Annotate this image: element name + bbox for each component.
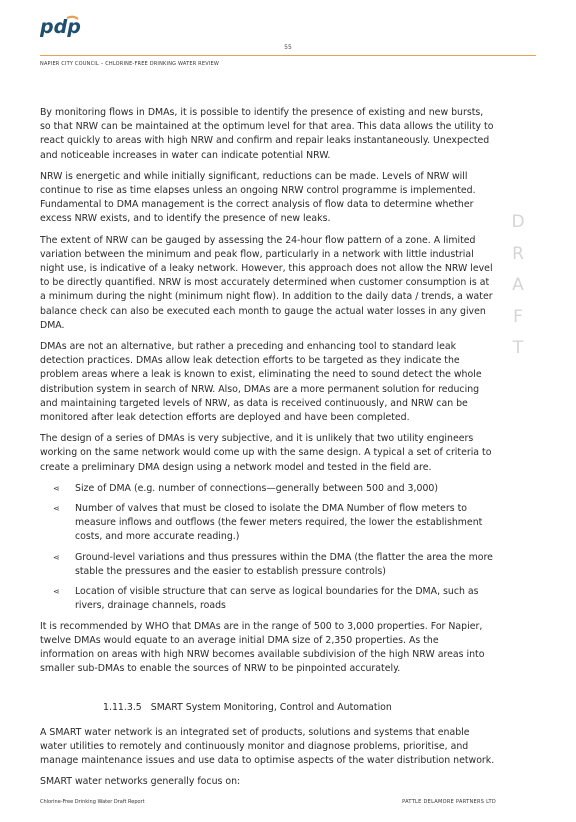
paragraph: NRW is energetic and while initially significant, reductions can be made. Levels of NRW will continue to rise as time elapses unless an ongoing NRW control programme is implemented. Fundamental to DMA management is the correct analysis of flow data to determine whether excess NRW exists, and to identify the presence of new leaks.	[40, 170, 476, 225]
watermark-letter: D	[511, 212, 525, 232]
watermark-letter: A	[512, 275, 524, 295]
list-item-text: Ground-level variations and thus pressures within the DMA (the flatter the area the more stable the pressures and the easier to establish pressure controls)	[75, 551, 493, 577]
paragraph: The design of a series of DMAs is very subjective, and it is unlikely that two utility engineers working on the same network would come up with the same design. A typical a set of criteria to create a preliminary DMA design using a network model and tested in the field are.	[40, 433, 492, 473]
footer-report-name: Chlorine-Free Drinking Water Draft Report	[40, 799, 145, 805]
paragraph: It is recommended by WHO that DMAs are in the range of 500 to 3,000 properties. For Napier, twelve DMAs would equate to an average initial DMA size of 2,350 properties. As the information on areas with high NRW becomes available subdivision of the high NRW areas into smaller sub-DMAs to enable the sources of NRW to be pinpointed accurately.	[40, 620, 485, 675]
list-item	[40, 482, 495, 496]
list-item	[40, 585, 495, 613]
arrowhead-bullet-icon: ⋖	[53, 504, 60, 514]
header-divider	[40, 55, 536, 56]
arrowhead-bullet-icon: ⋖	[53, 483, 60, 493]
watermark-letter: R	[512, 243, 524, 264]
page-footer	[40, 799, 496, 805]
paragraph: A SMART water network is an integrated set of products, solutions and systems that enable water utilities to remotely and continuously monitor and diagnose problems, prioritise, and manage maintenance issues and use data to optimise aspects of the water distribution network.	[40, 726, 495, 766]
paragraph: SMART water networks generally focus on:	[40, 776, 241, 788]
list-item-text: Size of DMA (e.g. number of connections—generally between 500 and 3,000)	[75, 482, 439, 494]
list-item-text: Number of valves that must be closed to isolate the DMA Number of flow meters to measure inflows and outflows (the fewer meters required, the lower the establishment costs, and more accurate reading.)	[75, 503, 483, 543]
arrowhead-bullet-icon: ⋖	[53, 552, 60, 562]
arrowhead-bullet-icon: ⋖	[53, 587, 60, 597]
paragraph: The extent of NRW can be gauged by assessing the 24-hour flow pattern of a zone. A limited variation between the minimum and peak flow, particularly in a network with little industrial night use, is indicative of a leaky network. However, this approach does not allow the NRW level to be directly quantified. NRW is most accurately determined when customer consumption is at a minimum during the night (minimum night flow). In addition to the daily data / trends, a water balance check can also be executed each month to gauge the actual water losses in any given DMA.	[40, 234, 493, 331]
list-item	[40, 502, 495, 545]
criteria-list	[40, 482, 495, 614]
page-number: 55	[284, 44, 292, 51]
pdp-logo-icon	[40, 14, 82, 40]
report-header-title: NAPIER CITY COUNCIL – CHLORINE-FREE DRINKING WATER REVIEW	[40, 61, 220, 67]
document-body	[40, 106, 495, 796]
svg-text:pdp: pdp	[40, 16, 81, 38]
paragraph: By monitoring flows in DMAs, it is possible to identify the presence of existing and new bursts, so that NRW can be maintained at the optimum level for that area. This data allows the utility to react quickly to areas with high NRW and confirm and repair leaks instantaneously. Unexpected and noticeable increases in water can indicate potential NRW.	[40, 107, 494, 161]
section-heading	[103, 701, 495, 715]
section-number: 1.11.3.5	[103, 702, 142, 714]
section-title: SMART System Monitoring, Control and Automation	[150, 702, 392, 714]
list-item-text: Location of visible structure that can serve as logical boundaries for the DMA, such as rivers, drainage channels, roads	[75, 586, 479, 612]
footer-company-name: PATTLE DELAMORE PARTNERS LTD	[402, 799, 496, 805]
watermark-letter: T	[512, 338, 524, 358]
draft-watermark	[508, 210, 528, 368]
paragraph: DMAs are not an alternative, but rather a preceding and enhancing tool to standard leak detection practices. DMAs allow leak detection efforts to be targeted as they indicate the problem areas where a leak is known to exist, eliminating the need to sound detect the whole distribution system in search of NRW. Also, DMAs are a more permanent solution for reducing and maintaining targeted levels of NRW, as data is received continuously, and NRW can be monitored after leak detection efforts are deployed and have been completed.	[40, 341, 482, 424]
watermark-letter: F	[513, 306, 523, 327]
list-item	[40, 551, 495, 579]
